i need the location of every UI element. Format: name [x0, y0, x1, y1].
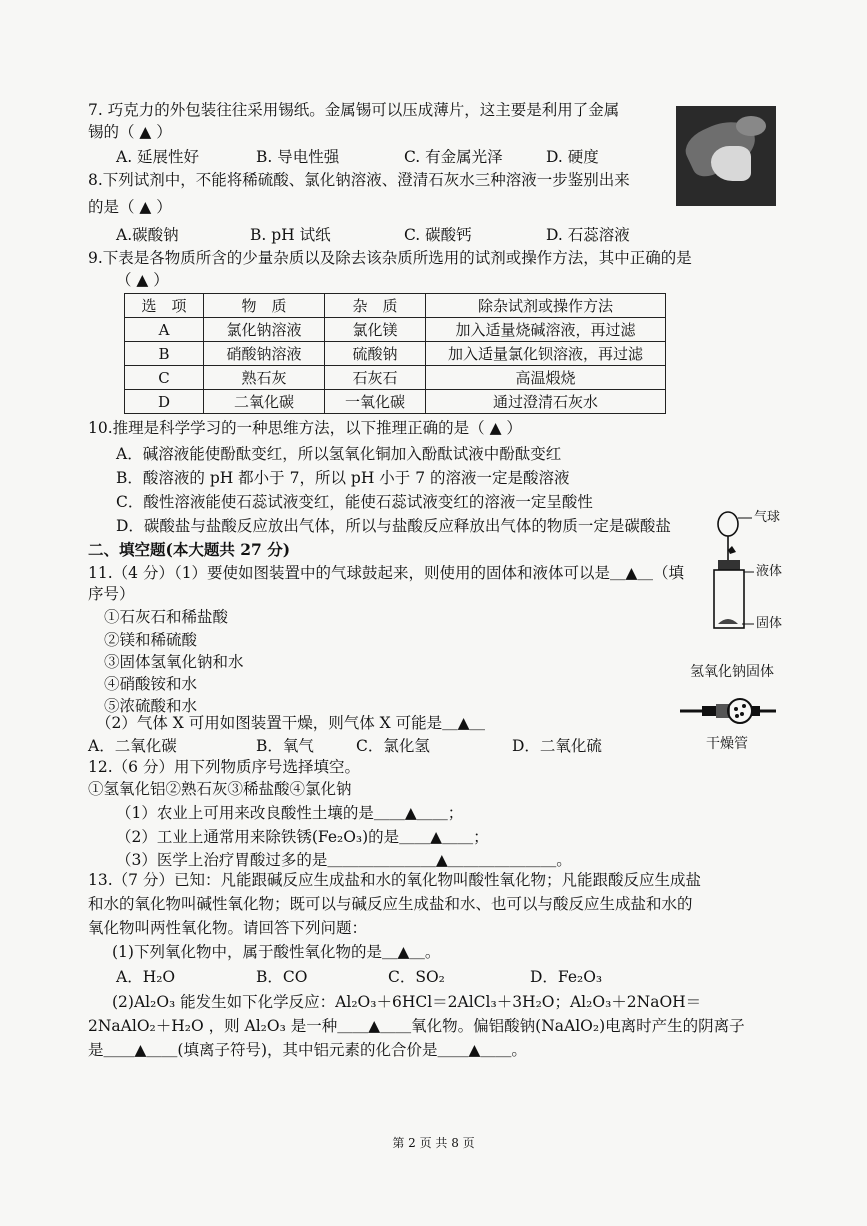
q8-line2: 的是（ ▲ ） — [88, 198, 172, 216]
q11-item: ②镁和稀硫酸 — [104, 631, 198, 649]
table-cell: 加入适量烧碱溶液，再过滤 — [426, 318, 666, 342]
table-cell: 硝酸钠溶液 — [204, 342, 325, 366]
table-cell: A — [125, 318, 204, 342]
solid-label: 固体 — [756, 616, 783, 631]
q11-option-c: C．氯化氢 — [356, 737, 430, 755]
q13-option-d: D．Fe₂O₃ — [530, 968, 603, 986]
q11-part2: （2）气体 X 可用如图装置干燥，则气体 X 可能是＿▲＿ — [96, 714, 486, 732]
q13-sub2-line3: 是＿＿▲＿＿(填离子符号)，其中铝元素的化合价是＿＿▲＿＿。 — [88, 1041, 527, 1059]
table-cell: 氯化钠溶液 — [204, 318, 325, 342]
balloon-apparatus-drawing — [692, 506, 812, 646]
q12-sub1: （1）农业上可用来改良酸性土壤的是＿＿▲＿＿； — [116, 804, 464, 822]
q13-sub2-line2: 2NaAlO₂＋H₂O ，则 Al₂O₃ 是一种＿＿▲＿＿氧化物。偏铝酸钠(NaAlO₂)电离时产生的阴离子 — [88, 1017, 745, 1035]
q9-line1: 9.下表是各物质所含的少量杂质以及除去该杂质所选用的试剂或操作方法，其中正确的是 — [88, 249, 692, 267]
q11-item: ④硝酸铵和水 — [104, 675, 198, 693]
q11-part1-cont: 序号） — [88, 585, 135, 603]
q8-line1: 8.下列试剂中，不能将稀硫酸、氯化钠溶液、澄清石灰水三种溶液一步鉴别出来 — [88, 171, 630, 189]
q12-stem: 12.（6 分）用下列物质序号选择填空。 — [88, 758, 360, 776]
q10-option-c: C．酸性溶液能使石蕊试液变红，能使石蕊试液变红的溶液一定呈酸性 — [116, 493, 593, 511]
impurity-table — [124, 293, 666, 414]
table-cell: 硫酸钠 — [325, 342, 426, 366]
q10-stem: 10.推理是科学学习的一种思维方法，以下推理正确的是（ ▲ ） — [88, 419, 522, 437]
q7-option-c: C. 有金属光泽 — [404, 148, 503, 166]
q11-option-b: B．氧气 — [256, 737, 314, 755]
q11-item: ①石灰石和稀盐酸 — [104, 608, 229, 626]
table-header-row — [125, 294, 666, 318]
q8-option-c: C. 碳酸钙 — [404, 226, 472, 244]
q11-item: ⑤浓硫酸和水 — [104, 697, 198, 715]
table-row — [125, 342, 666, 366]
table-cell: 通过澄清石灰水 — [426, 390, 666, 414]
balloon-apparatus-figure — [692, 506, 812, 646]
q7-option-a: A. 延展性好 — [116, 148, 200, 166]
drying-agent-label: 氢氧化钠固体 — [690, 664, 774, 680]
q12-list: ①氢氧化铝②熟石灰③稀盐酸④氯化钠 — [88, 780, 352, 798]
chocolate-photo — [676, 106, 776, 206]
table-row — [125, 318, 666, 342]
q8-option-d: D. 石蕊溶液 — [546, 226, 630, 244]
q7-option-b: B. 导电性强 — [256, 148, 340, 166]
table-cell: 氯化镁 — [325, 318, 426, 342]
table-cell: 石灰石 — [325, 366, 426, 390]
table-header: 物 质 — [204, 294, 325, 318]
q8-option-b: B. pH 试纸 — [250, 226, 331, 244]
q7-option-d: D. 硬度 — [546, 148, 599, 166]
q12-sub3: （3）医学上治疗胃酸过多的是＿＿＿＿＿＿＿▲＿＿＿＿＿＿＿。 — [116, 851, 572, 869]
q13-line1: 13.（7 分）已知：凡能跟碱反应生成盐和水的氧化物叫酸性氧化物；凡能跟酸反应生成盐 — [88, 871, 701, 889]
q13-option-c: C．SO₂ — [388, 968, 445, 986]
table-cell: 熟石灰 — [204, 366, 325, 390]
drying-tube-label: 干燥管 — [706, 736, 748, 752]
section-title: 二、填空题(本大题共 27 分) — [88, 540, 291, 559]
table-cell: 加入适量氯化钡溶液，再过滤 — [426, 342, 666, 366]
q11-option-d: D．二氧化硫 — [512, 737, 602, 755]
q11-part1: 11.（4 分）（1）要使如图装置中的气球鼓起来，则使用的固体和液体可以是＿▲＿（填 — [88, 564, 684, 582]
q10-option-a: A．碱溶液能使酚酞变红，所以氢氧化铜加入酚酞试液中酚酞变红 — [116, 445, 562, 463]
page-number: 第 2 页 共 8 页 — [392, 1136, 475, 1150]
table-cell: B — [125, 342, 204, 366]
q13-option-b: B．CO — [256, 968, 308, 986]
table-row — [125, 366, 666, 390]
q10-option-d: D．碳酸盐与盐酸反应放出气体，所以与盐酸反应释放出气体的物质一定是碳酸盐 — [116, 517, 671, 535]
q13-line3: 氧化物叫两性氧化物。请回答下列问题： — [88, 919, 368, 937]
table-cell: 二氧化碳 — [204, 390, 325, 414]
q13-sub1: (1)下列氧化物中，属于酸性氧化物的是＿▲＿。 — [112, 943, 441, 961]
q13-option-a: A．H₂O — [116, 968, 176, 986]
q11-option-a: A．二氧化碳 — [88, 737, 177, 755]
table-cell: C — [125, 366, 204, 390]
liquid-label: 液体 — [756, 564, 783, 579]
table-header: 杂 质 — [325, 294, 426, 318]
q10-option-b: B．酸溶液的 pH 都小于 7，所以 pH 小于 7 的溶液一定是酸溶液 — [116, 469, 570, 487]
table-row — [125, 390, 666, 414]
q8-option-a: A.碳酸钠 — [116, 226, 179, 244]
q13-line2: 和水的氧化物叫碱性氧化物；既可以与碱反应生成盐和水、也可以与酸反应生成盐和水的 — [88, 895, 693, 913]
q9-line2: （ ▲ ） — [116, 271, 169, 289]
table-header: 除杂试剂或操作方法 — [426, 294, 666, 318]
q11-item: ③固体氢氧化钠和水 — [104, 653, 244, 671]
drying-tube-drawing — [676, 690, 786, 730]
table-cell: 一氧化碳 — [325, 390, 426, 414]
q7-line2: 锡的（ ▲ ） — [88, 123, 172, 141]
balloon-label: 气球 — [754, 510, 781, 525]
q13-sub2-line1: (2)Al₂O₃ 能发生如下化学反应：Al₂O₃＋6HCl＝2AlCl₃＋3H₂O；Al₂O₃＋2NaOH＝ — [112, 993, 702, 1011]
q12-sub2: （2）工业上通常用来除铁锈(Fe₂O₃)的是＿＿▲＿＿； — [116, 828, 489, 846]
drying-tube-figure — [676, 662, 786, 758]
q7-line1: 7. 巧克力的外包装往往采用锡纸。金属锡可以压成薄片，这主要是利用了金属 — [88, 101, 620, 119]
table-cell: D — [125, 390, 204, 414]
table-header: 选 项 — [125, 294, 204, 318]
table-cell: 高温煅烧 — [426, 366, 666, 390]
